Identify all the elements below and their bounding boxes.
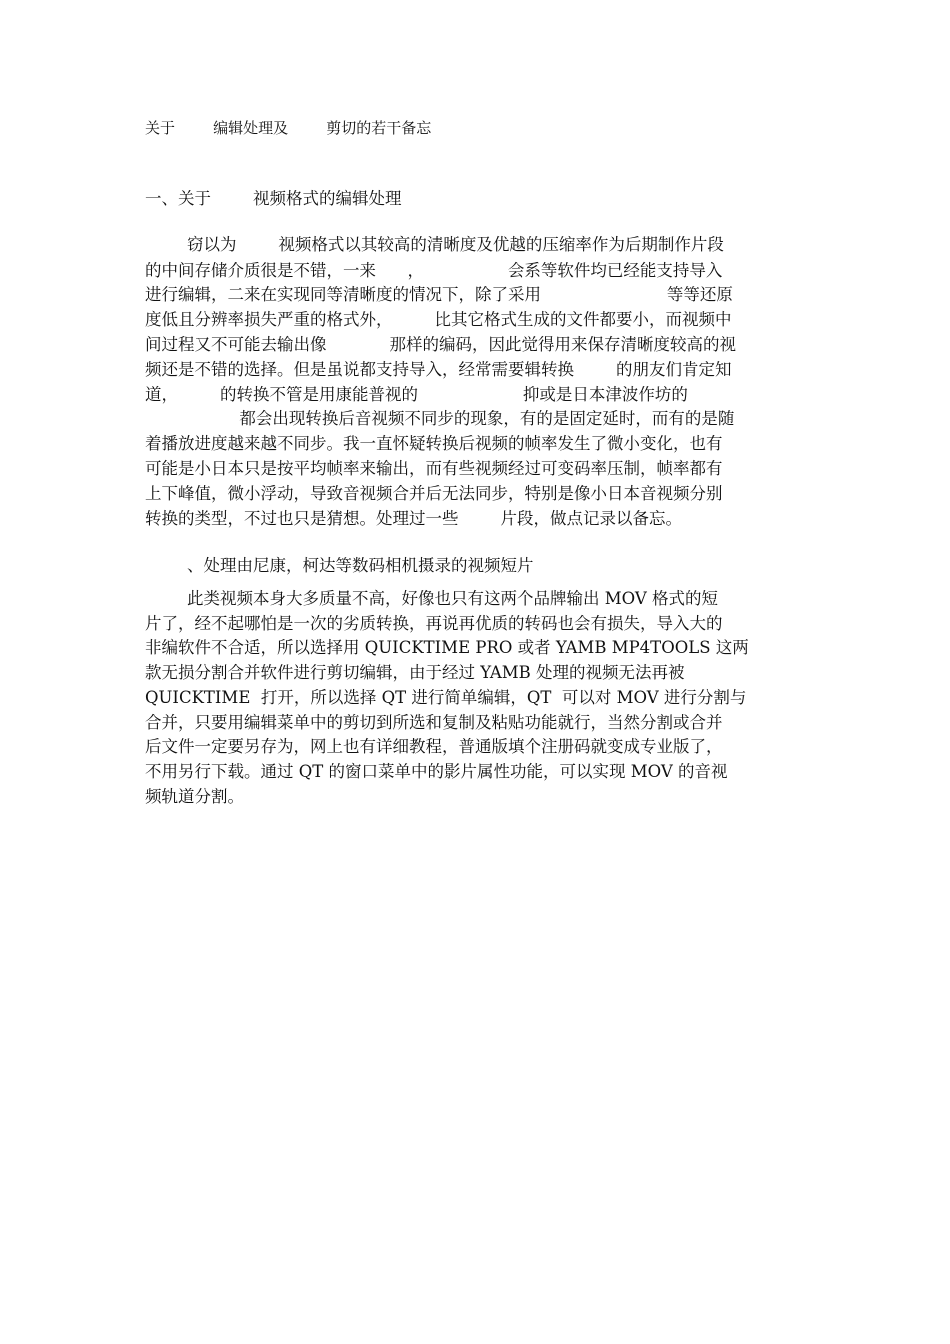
paragraph-line: 窃以为 视频格式以其较高的清晰度及优越的压缩率作为后期制作片段 bbox=[145, 235, 724, 254]
paragraph-line: 片了，经不起哪怕是一次的劣质转换，再说再优质的转码也会有损失，导入大的 bbox=[145, 614, 723, 633]
paragraph-line: 不用另行下载。通过 QT 的窗口菜单中的影片属性功能，可以实现 MOV 的音视 bbox=[145, 762, 728, 781]
paragraph-line: 进行编辑，二来在实现同等清晰度的情况下，除了采用 等等还原 bbox=[145, 285, 733, 304]
paragraph-line: 款无损分割合并软件进行剪切编辑，由于经过 YAMB 处理的视频无法再被 bbox=[145, 663, 685, 682]
paragraph-line: 频还是不错的选择。但是虽说都支持导入，经常需要辑转换 的朋友们肯定知 bbox=[145, 360, 732, 379]
paragraph-line: 频轨道分割。 bbox=[145, 787, 244, 806]
paragraph-line: 间过程又不可能去输出像 那样的编码，因此觉得用来保存清晰度较高的视 bbox=[145, 335, 736, 354]
paragraph-line: QUICKTIME 打开，所以选择 QT 进行简单编辑，QT 可以对 MOV 进行分割与 bbox=[145, 688, 747, 707]
subsection-heading: 、处理由尼康，柯达等数码相机摄录的视频短片 bbox=[145, 556, 534, 575]
paragraph-line: 着播放进度越来越不同步。我一直怀疑转换后视频的帧率发生了微小变化，也有 bbox=[145, 434, 723, 453]
paragraph-line: 可能是小日本只是按平均帧率来输出，而有些视频经过可变码率压制，帧率都有 bbox=[145, 459, 723, 478]
paragraph-line: 后文件一定要另存为，网上也有详细教程，普通版填个注册码就变成专业版了， bbox=[145, 737, 723, 756]
paragraph-line: 非编软件不合适，所以选择用 QUICKTIME PRO 或者 YAMB MP4TOOLS 这两 bbox=[145, 638, 749, 657]
paragraph-line: 上下峰值，微小浮动，导致音视频合并后无法同步，特别是像小日本音视频分别 bbox=[145, 484, 723, 503]
paragraph-line: 转换的类型，不过也只是猜想。处理过一些 片段，做点记录以备忘。 bbox=[145, 509, 682, 528]
paragraph-line: 此类视频本身大多质量不高，好像也只有这两个品牌输出 MOV 格式的短 bbox=[145, 589, 718, 608]
paragraph-line: 的中间存储介质很是不错，一来 ， 会系等软件均已经能支持导入 bbox=[145, 261, 723, 280]
document-title: 关于 编辑处理及 剪切的若干备忘 bbox=[145, 119, 432, 137]
paragraph-line: 道， 的转换不管是用康能普视的 抑或是日本津波作坊的 bbox=[145, 385, 688, 404]
paragraph-line: 度低且分辨率损失严重的格式外， 比其它格式生成的文件都要小，而视频中 bbox=[145, 310, 732, 329]
paragraph-line: 都会出现转换后音视频不同步的现象，有的是固定延时，而有的是随 bbox=[145, 409, 735, 428]
section-heading: 一、关于 视频格式的编辑处理 bbox=[145, 189, 402, 208]
paragraph-line: 合并，只要用编辑菜单中的剪切到所选和复制及粘贴功能就行，当然分割或合并 bbox=[145, 713, 723, 732]
